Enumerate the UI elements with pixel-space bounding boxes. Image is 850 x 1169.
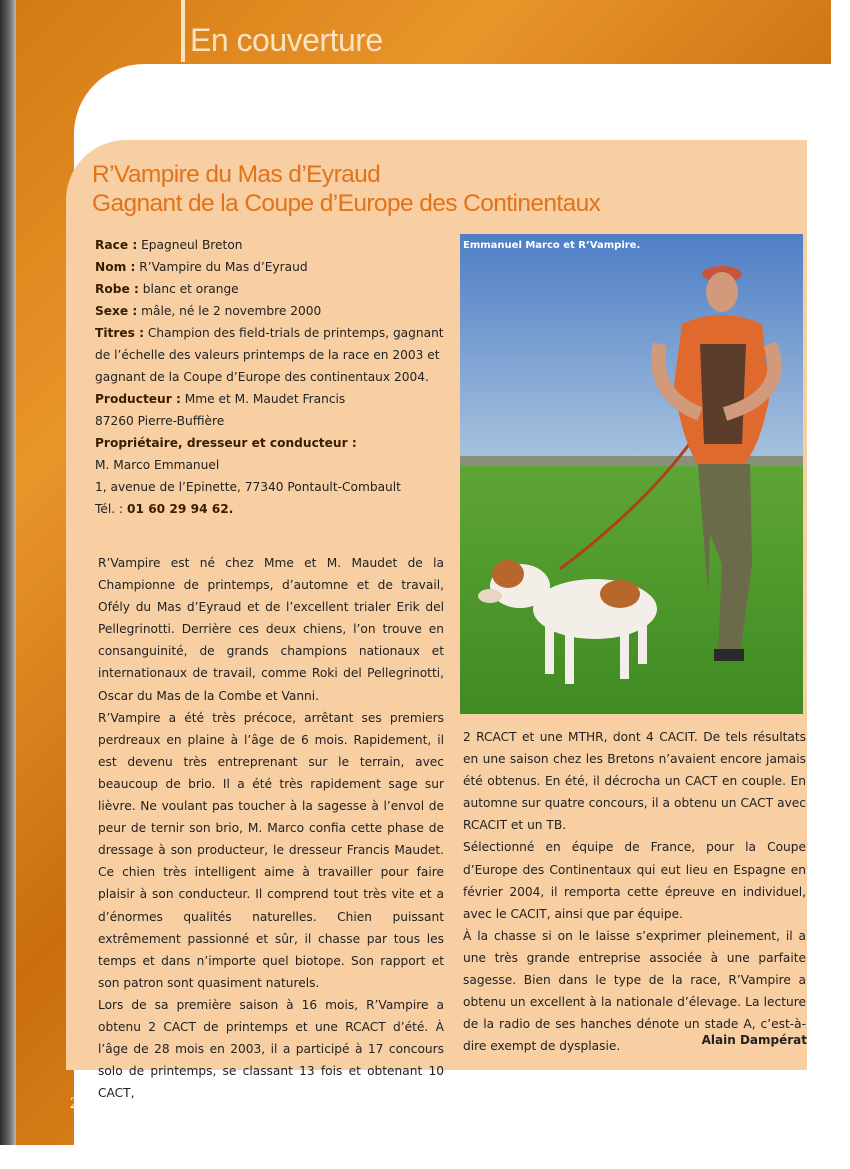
info-nom: Nom : R’Vampire du Mas d’Eyraud — [95, 260, 308, 274]
info-telephone: Tél. : 01 60 29 94 62. — [95, 502, 234, 516]
paragraph: R’Vampire a été très précoce, arrêtant ses premiers perdreaux en plaine à l’âge de 6 mois. Rapidement, il est devenu très entreprenant sur le terrain, avec beaucoup de brio. Il a été très rapidement sage sur lièvre. Ne voulant pas toucher à la sagesse à l’envol de peur de ternir son brio, M. Marco confia cette phase de dressage à son producteur, le dresseur Francis Maudet. Ce chien très intelligent aime à travailler pour faire plaisir à son conducteur. Il comprend tout très vite et a d’énormes qualités naturelles. Chien puissant extrêmement passionné et sûr, il chasse par tous les temps et dans n’importe quel biotope. Son rapport et son patron sont quasiment naturels. — [98, 710, 444, 990]
info-sexe: Sexe : mâle, né le 2 novembre 2000 — [95, 304, 322, 318]
info-robe: Robe : blanc et orange — [95, 282, 239, 296]
info-proprietaire: Propriétaire, dresseur et conducteur : — [95, 436, 357, 450]
photo-illustration — [460, 234, 803, 714]
article-body-right — [463, 726, 806, 1057]
info-producteur-city: 87260 Pierre-Buffière — [95, 414, 225, 428]
page-spine — [0, 0, 16, 1145]
paragraph: Sélectionné en équipe de France, pour la Coupe d’Europe des Continentaux qui eut lieu en Espagne en février 2004, il remporta cette épreuve en individuel, avec le CACIT, ainsi que par équipe. — [463, 840, 806, 921]
paragraph: R’Vampire est né chez Mme et M. Maudet de la Championne de printemps, d’automne et de travail, Ofély du Mas d’Eyraud et de l’excellent trialer Erik del Pellegrinotti. Derrière ces deux chiens, l’on trouve en consanguinité, de grands champions nationaux et internationaux de travail, comme Roki del Pellegrinotti, Oscar du Mas de la Combe et Vanni. — [98, 556, 444, 703]
info-producteur: Producteur : Mme et M. Maudet Francis — [95, 392, 346, 406]
info-proprietaire-name: M. Marco Emmanuel — [95, 458, 220, 472]
info-proprietaire-address: 1, avenue de l’Epinette, 77340 Pontault-Combault — [95, 480, 401, 494]
article-body-left — [98, 552, 444, 1104]
author-signature: Alain Dampérat — [701, 1033, 807, 1047]
page-number: 22 — [70, 1095, 86, 1112]
title-line-1: R’Vampire du Mas d’Eyraud — [92, 161, 381, 188]
section-header: En couverture — [190, 22, 383, 58]
photo-caption: Emmanuel Marco et R’Vampire. — [463, 240, 641, 251]
info-race: Race : Epagneul Breton — [95, 238, 243, 252]
title-line-2: Gagnant de la Coupe d’Europe des Continentaux — [92, 190, 601, 217]
cover-photo — [460, 234, 803, 714]
paragraph: À la chasse si on le laisse s’exprimer pleinement, il a une très grande entreprise associée à une parfaite sagesse. Bien dans le type de la race, R’Vampire a obtenu un excellent à la nationale d’élevage. La lecture de la radio de ses hanches dénote un stade A, c’est-à-dire exempt de dysplasie. — [463, 928, 806, 1054]
dog-info — [95, 234, 445, 520]
header-divider — [181, 0, 185, 62]
article-title — [92, 160, 601, 218]
paragraph: 2 RCACT et une MTHR, dont 4 CACIT. De tels résultats en une saison chez les Bretons n’avaient encore jamais été obtenus. En été, il décrocha un CACT en couple. En automne sur quatre concours, il a obtenu un CACT avec RCACIT et un TB. — [463, 730, 806, 833]
paragraph: Lors de sa première saison à 16 mois, R’Vampire a obtenu 2 CACT de printemps et une RCACT d’été. À l’âge de 28 mois en 2003, il a participé à 17 concours solo de printemps, se classant 13 fois et obtenant 10 CACT, — [98, 997, 444, 1101]
info-titres: Titres : Champion des field-trials de printemps, gagnant de l’échelle des valeurs printemps de la race en 2003 et gagnant de la Coupe d’Europe des continentaux 2004. — [95, 326, 444, 384]
